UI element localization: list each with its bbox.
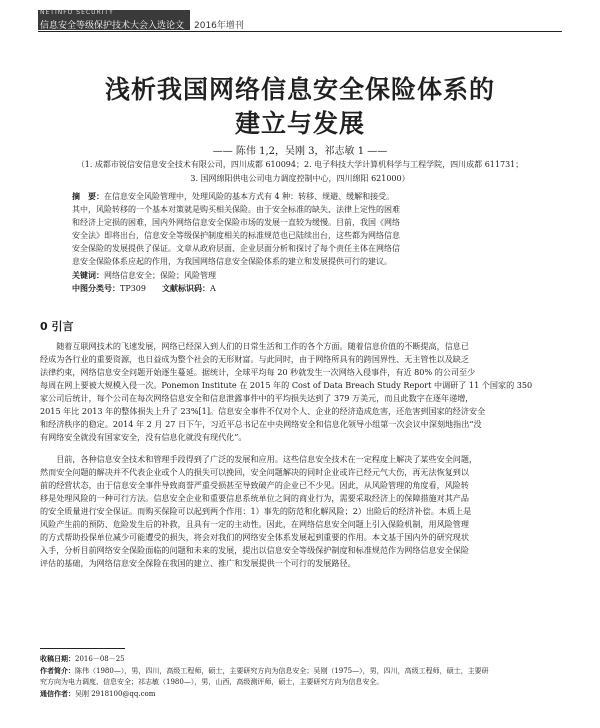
body-line: 随着互联网技术的飞速发展，网络已经深入到人们的日常生活和工作的各个方面。随着信息价值的不断提高，信息已 [40, 341, 469, 351]
body-line: 2015 年比 2013 年的整体损失上升了 23%[1]。信息安全事件不仅对个人、企业的经济造成危害，还危害到国家的经济安全 [40, 406, 486, 416]
doc-code-value: A [210, 284, 216, 293]
author-list: —— 陈伟 1,2，吴刚 3，祁志敏 1 —— [212, 146, 388, 157]
contact-label: 通信作者： [40, 689, 75, 698]
body-line: 的安全质量进行安全保证。而购买保险可以起到两个作用：1）事先的防范和化解风险；2）出险后的经济补偿。本质上是 [40, 506, 472, 516]
body-line: 有网络安全就没有国家安全，没有信息化就没有现代化”。 [40, 432, 247, 442]
header-rule [38, 31, 562, 32]
body-line: 家公司后统计，每个公司在每次网络信息安全和信息泄露事件中的平均损失达到了 379 万美元，而且此数字在逐年递增， [40, 393, 474, 403]
clc-value: TP309 [120, 284, 146, 293]
footnote-rule [40, 648, 125, 649]
body-line: 移是处理风险的一种可行方法。信息安全企业和重要信息系统单位之间的商业行为，需要采取经济上的保障措施对其产品 [40, 493, 469, 503]
body-line: 然而安全问题的解决并不代表企业或个人的损失可以挽回，安全问题解决的同时企业或许已经元气大伤，再无法恢复到以 [40, 467, 469, 477]
journal-issue: 2016年增刊 [194, 21, 244, 31]
journal-section-label: 信息安全等级保护技术大会入选论文 [40, 21, 185, 31]
abstract-line: 其中，风险转移的一个基本对策就是购买相关保险。由于安全标准的缺失、法律上定性的困难 [72, 205, 400, 214]
clc-label: 中图分类号： [72, 283, 120, 293]
corresponding-author: 通信作者：吴刚 2918100@qq.com [40, 689, 156, 698]
body-line: 目前，各种信息安全技术和管理手段得到了广泛的发展和应用。这些信息安全技术在一定程度上解决了某些安全问题， [40, 454, 478, 464]
received-label: 收稿日期： [40, 654, 75, 663]
classification [72, 282, 532, 295]
journal-header [0, 0, 600, 40]
received-date: 收稿日期：2016－08－25 [40, 654, 125, 663]
keywords [72, 269, 532, 282]
bio-label: 作者简介： [40, 666, 75, 675]
body-line: 入手，分析目前网络安全保险面临的问题和未来的发展，提出以信息安全等级保护制度和标准规范作为网络信息安全保险 [40, 545, 469, 555]
body-line: 法律约束，网络信息安全问题开始逐生蔓延。据统计，全球平均每 20 秒就发生一次网络入侵事件，有近 80% 的公司至少 [40, 367, 476, 377]
abstract-line: 摘 要：在信息安全风险管理中，处理风险的基本方式有 4 种：转移、规避、缓解和接受。 [72, 191, 395, 201]
abstract-line: 和经济上定损的困难，国内外网络信息安全保险市场的发展一直较为缓慢。目前，我国《网络 [72, 218, 400, 227]
keywords-value: 网络信息安全；保险；风险管理 [104, 271, 216, 280]
body-line: 每周在网上要被大规模入侵一次。Ponemon Institute 在 2015 年的 Cost of Data Breach Study Report 中调研了 11 个国家的 350 [40, 380, 533, 390]
body-line: 评估的基础，为网络信息安全保险在我国的建立、推广和发展提供一个可行的发展路径。 [40, 558, 356, 568]
paper-title-line-1: 浅析我国网络信息安全保险体系的 [104, 75, 495, 104]
body-line: 前的经营状态，由于信息安全事件导致商誉严重受损甚至导致破产的企业已不少见。因此，从风险管理的角度看，风险转 [40, 480, 469, 490]
abstract-line: 安全保险的发展提供了保证。文章从政府层面、企业层面分析和探讨了每个责任主体在网络信 [72, 244, 400, 253]
doc-code-label: 文献标识码： [162, 283, 210, 293]
affiliation-line-1: （1. 成都市锐信安信息安全技术有限公司，四川成都 610094；2. 电子科技大学计算机科学与工程学院，四川成都 611731； [76, 160, 524, 169]
paper-title-line-2: 建立与发展 [234, 109, 365, 138]
body-line: 的方式帮助投保单位减少可能遭受的损失，将会对我们的网络安全体系发展起到重要的作用。本文基于国内外的研究现状 [40, 532, 469, 542]
abstract-label: 摘 要： [72, 191, 104, 201]
author-bio: 作者简介：陈伟（1980—），男，四川，高级工程师，硕士，主要研究方向为信息安全；吴刚（1975—），男，四川，高级工程师，硕士，主要研 [40, 666, 489, 675]
section-heading: 0 引言 [40, 320, 74, 333]
body-line: 风险产生前的预防、危险发生后的补救，且具有一定的主动性。因此，在网络信息安全问题上引入保险机制，用风险管理 [40, 519, 469, 529]
body-line: 和经济秩序的稳定。2014 年 2 月 27 日下午，习近平总书记在中央网络安全和信息化领导小组第一次会议中深刻地指出“没 [40, 419, 482, 429]
affiliation-line-2: 3. 国网绵阳供电公司电力调度控制中心，四川绵阳 621000） [190, 174, 410, 183]
abstract-line: 安全法》即将出台，信息安全等级保护制度相关的标准规范也已陆续出台，这些都为网络信息 [72, 231, 400, 240]
keywords-label: 关键词： [72, 270, 104, 280]
abstract-line: 息安全保险体系应起的作用，为我国网络信息安全保险体系的建立和发展提供可行的建议。 [72, 257, 392, 266]
body-line: 经成为各行业的重要资源，也日益成为整个社会的无形财富。与此同时，由于网络所具有的跨国界性、无主管性以及缺乏 [40, 354, 469, 364]
author-bio-cont: 究方向为电力调度、信息安全；祁志敏（1980—），男，山西，高级测评师，硕士，主要研究方向为信息安全。 [40, 678, 384, 686]
journal-name-en: NETINFO SECURITY [40, 9, 114, 16]
